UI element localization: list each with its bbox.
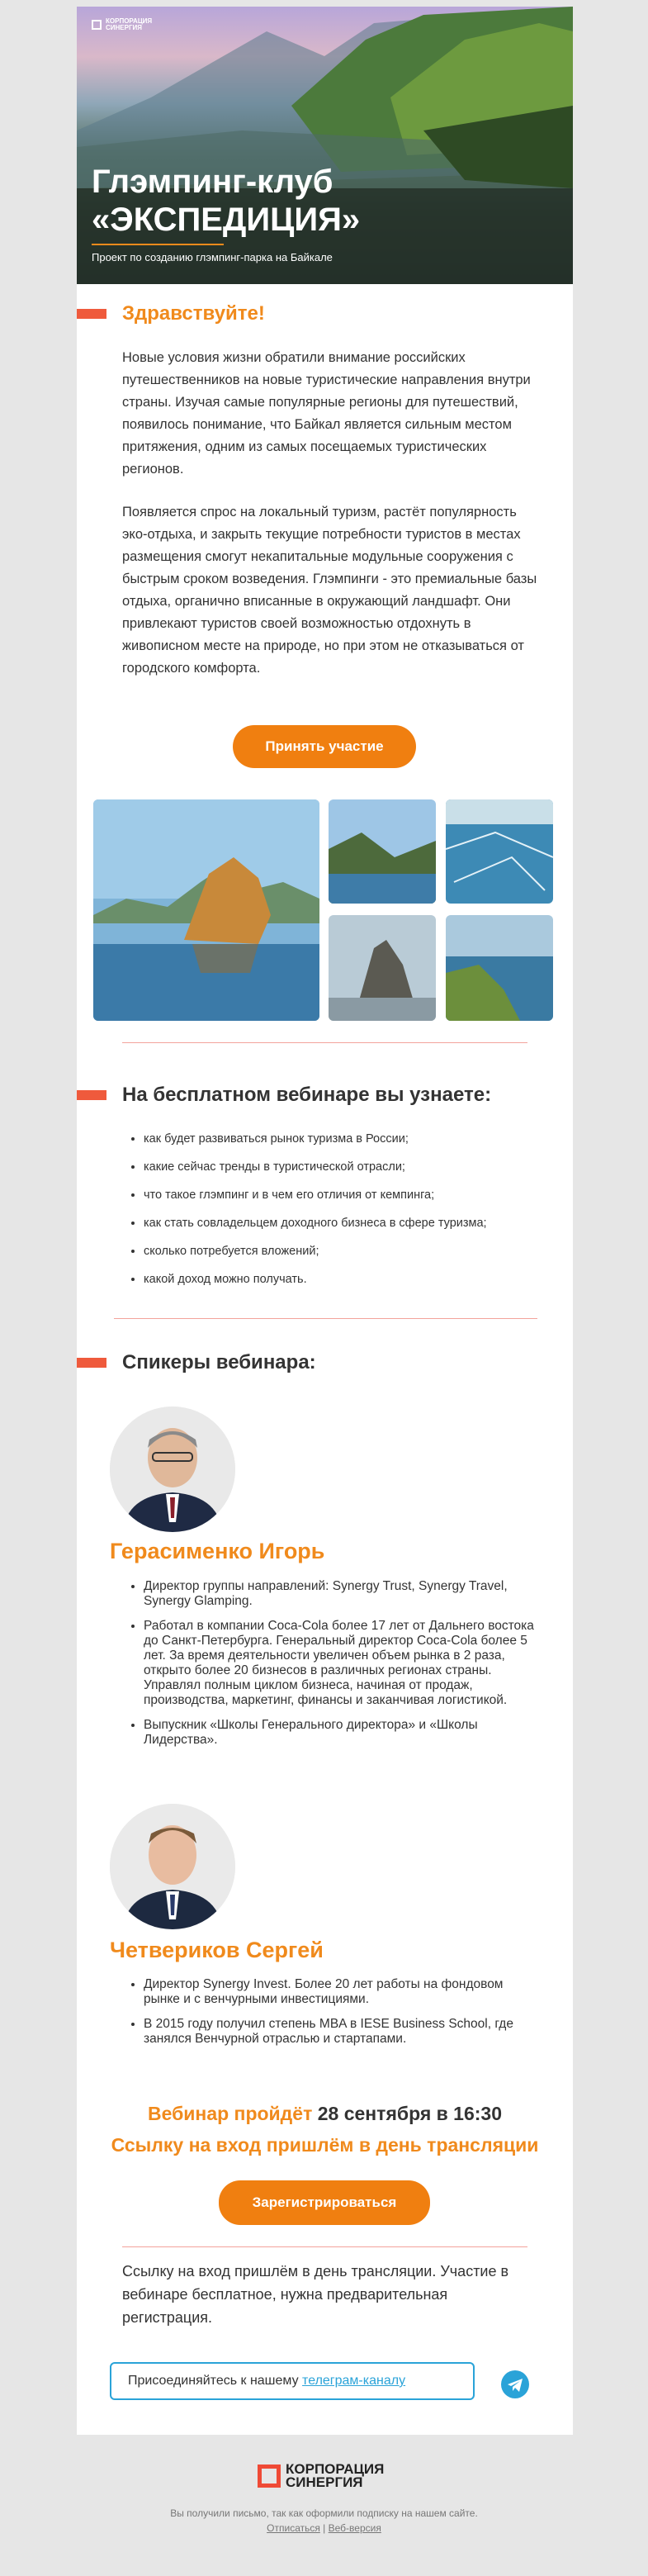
telegram-banner: [110, 2362, 475, 2400]
section-marker: [77, 1090, 106, 1100]
event-footnote: Ссылку на вход пришлём в день трансляции. Участие в вебинаре бесплатное, нужна предварительная регистрация.: [122, 2263, 509, 2326]
hero-subtitle: Проект по созданию глэмпинг-парка на Байкале: [92, 251, 333, 263]
speaker-bio: [122, 1579, 540, 1758]
speaker-avatar: [110, 1407, 235, 1532]
photo-baikal-rock: [93, 799, 319, 1021]
learn-item: • как стать совладельцем доходного бизнеса в сфере туризма;: [144, 1217, 565, 1230]
learn-item: • как будет развиваться рынок туризма в России;: [144, 1132, 565, 1146]
greeting-paragraph-2: Появляется спрос на локальный туризм, растёт популярность эко-отдыха, и закрыть текущие потребности туристов в местах размещения смогут некапитальные модульные сооружения с быстрым сроком возведения. Глэмпинги - это премиальные базы отдыха, органично вписанные в окружающий ландшафт. Они привлекают туристов своей возможностью отдохнуть в живописном месте на природе, но при этом не отказываться от городского комфорта.: [122, 505, 537, 676]
photo-ice: [446, 799, 553, 904]
learn-item: • какой доход можно получать.: [144, 1273, 565, 1286]
event-link-note: Ссылку на вход пришлём в день трансляции: [111, 2134, 539, 2156]
section-marker: [77, 309, 106, 319]
hero-landscape-image: [77, 7, 573, 284]
event-date: 28 сентября в 16:30: [317, 2103, 502, 2124]
greeting-heading: Здравствуйте!: [122, 302, 265, 325]
logo-line2: СИНЕРГИЯ: [106, 24, 143, 31]
unsubscribe-link[interactable]: Отписаться: [267, 2522, 320, 2534]
learn-item: • какие сейчас тренды в туристической отрасли;: [144, 1160, 565, 1174]
bio-item: • Выпускник «Школы Генерального директора» и «Школы Лидерства».: [144, 1718, 540, 1748]
greeting-paragraph-1: Новые условия жизни обратили внимание российских путешественников на новые туристические направления внутри страны. Изучая самые популярные регионы для путешествий, появилось понимание, что Байкал является сильным местом притяжения, одним из самых посещаемых туристических регионов.: [122, 350, 531, 477]
telegram-icon[interactable]: [501, 2370, 529, 2398]
hero-title-line1: Глэмпинг-клуб: [92, 164, 333, 200]
logo-mark-icon: [258, 2465, 281, 2488]
learn-item: • что такое глэмпинг и в чем его отличия от кемпинга;: [144, 1188, 565, 1202]
learn-item: • сколько потребуется вложений;: [144, 1245, 565, 1258]
speaker-name: Четвериков Сергей: [110, 1938, 324, 1962]
hero-logo: [92, 18, 152, 31]
section-marker: [77, 1358, 106, 1368]
photo-cliffs: [329, 799, 436, 904]
telegram-link[interactable]: телеграм-каналу: [302, 2374, 406, 2388]
event-when-prefix: Вебинар пройдёт: [147, 2103, 318, 2124]
photo-coast: [446, 915, 553, 1021]
hero-underline: [92, 244, 224, 245]
register-button[interactable]: Зарегистрироваться: [219, 2180, 430, 2225]
footer-logo[interactable]: [258, 2463, 384, 2489]
participate-button[interactable]: Принять участие: [233, 725, 416, 768]
bio-item: • В 2015 году получил степень MBA в IESE Business School, где занялся Венчурной отраслью и стартапами.: [144, 2017, 540, 2047]
bio-item: • Работал в компании Coca-Cola более 17 лет от Дальнего востока до Санкт-Петербурга. Генеральный директор Coca-Cola более 5 лет. За время деятельности увеличен объем рынка в 2 раза, открыто более 20 бизнесов в различных регионах страны. Управлял полным циклом бизнеса, начиная от продаж, производства, маркетинг, финансы и заканчивая логистикой.: [144, 1619, 540, 1708]
footer-notice: Вы получили письмо, так как оформили подписку на нашем сайте.: [170, 2507, 478, 2519]
footer-separator: |: [319, 2522, 329, 2534]
logo-mark-icon: [92, 20, 102, 30]
photo-people-rock: [329, 915, 436, 1021]
speaker-bio: [122, 1977, 540, 2057]
hero-banner: [77, 7, 573, 284]
footer-logo-line2: СИНЕРГИЯ: [286, 2474, 363, 2490]
telegram-text: Присоединяйтесь к нашему: [128, 2374, 303, 2388]
email-card: [77, 7, 573, 2435]
bio-item: • Директор группы направлений: Synergy Trust, Synergy Travel, Synergy Glamping.: [144, 1579, 540, 1609]
event-when: [77, 2103, 573, 2125]
footer-links: [0, 2522, 648, 2534]
learn-list: [122, 1132, 565, 1301]
learn-heading: На бесплатном вебинаре вы узнаете:: [122, 1084, 492, 1106]
bio-item: • Директор Synergy Invest. Более 20 лет работы на фондовом рынке и с венчурными инвестициями.: [144, 1977, 540, 2007]
speaker-avatar: [110, 1804, 235, 1929]
web-version-link[interactable]: Веб-версия: [328, 2522, 381, 2534]
footer-logo-line1: КОРПОРАЦИЯ: [286, 2461, 385, 2477]
divider: [114, 1318, 537, 1319]
divider: [122, 1042, 527, 1043]
speakers-heading: Спикеры вебинара:: [122, 1351, 316, 1373]
hero-title-line2: «ЭКСПЕДИЦИЯ»: [92, 202, 361, 238]
logo-line1: КОРПОРАЦИЯ: [106, 17, 153, 25]
divider: [122, 2246, 527, 2247]
speaker-name: Герасименко Игорь: [110, 1539, 325, 1563]
